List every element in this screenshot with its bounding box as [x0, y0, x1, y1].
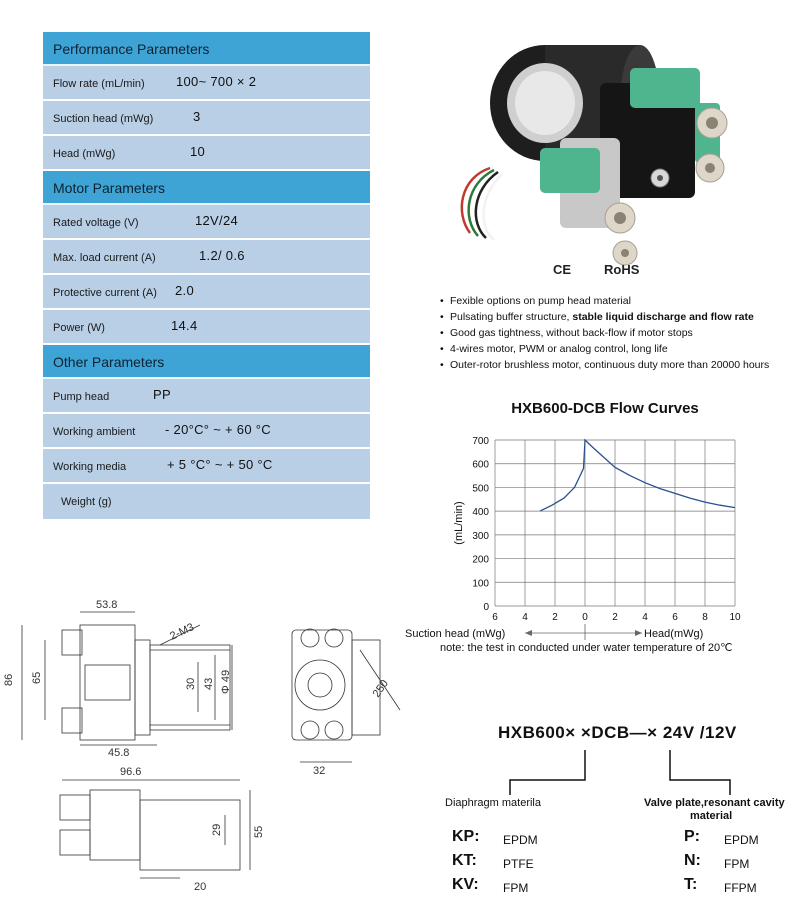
material-name: FFPM: [724, 881, 757, 895]
dim-label: 65: [31, 671, 43, 684]
row-value: - 20°C° ~ + 60 °C: [165, 422, 271, 437]
row-value: + 5 °C° ~ + 50 °C: [167, 457, 273, 472]
y-tick-label: 400: [472, 507, 489, 519]
material-code: KP:: [452, 828, 480, 845]
dim-label: 2-M3: [168, 621, 196, 643]
material-name: FPM: [724, 857, 750, 871]
dim-label: 250: [370, 677, 391, 700]
row-value: 3: [193, 109, 201, 124]
valve-heading-line2: material: [690, 810, 733, 822]
y-axis-label: (mL/min): [453, 501, 465, 545]
y-tick-label: 100: [472, 578, 489, 590]
x-axis-arrow-left: [525, 630, 532, 636]
section-performance: [43, 32, 370, 66]
row-label: Flow rate (mL/min): [53, 78, 145, 90]
x-tick-label: 2: [612, 612, 618, 623]
section-title: Motor Parameters: [53, 180, 166, 196]
material-name: FPM: [503, 881, 529, 895]
row-label: Max. load current (A): [53, 252, 156, 264]
dim-label: 55: [253, 825, 265, 838]
diaphragm-heading: Diaphragm materila: [445, 797, 541, 809]
dim-label: 86: [3, 673, 15, 686]
list-item: • Outer-rotor brushless motor, continuous duty more than 20000 hours: [440, 357, 800, 373]
x-tick-label: 6: [492, 612, 498, 623]
y-tick-label: 200: [472, 554, 489, 566]
material-code: N:: [684, 852, 701, 869]
section-motor: [43, 171, 370, 205]
x-tick-label: 8: [702, 612, 708, 623]
dim-label: 43: [203, 677, 215, 690]
table-row: [43, 379, 370, 414]
x-axis-arrow-right: [635, 630, 642, 636]
y-tick-label: 300: [472, 530, 489, 542]
x-tick-label: 10: [729, 612, 741, 623]
parameter-table: [43, 32, 370, 519]
model-code: HXB600× ×DCB—× 24V /12V: [498, 723, 737, 742]
table-row: [43, 136, 370, 171]
table-row: [43, 101, 370, 136]
section-title: Other Parameters: [53, 354, 165, 370]
row-label: Working media: [53, 461, 127, 473]
table-row: [43, 240, 370, 275]
section-title: Performance Parameters: [53, 41, 210, 57]
x-axis-label-suction: Suction head (mWg): [405, 628, 506, 640]
ce-mark: CE: [553, 262, 572, 277]
list-item: • Fexible options on pump head material: [440, 293, 800, 309]
list-item: • Pulsating buffer structure, stable liquid discharge and flow rate: [440, 309, 800, 325]
chart-note: note: the test in conducted under water temperature of 20℃: [440, 642, 733, 654]
material-name: EPDM: [503, 833, 538, 847]
dim-label: Φ 49: [220, 669, 232, 694]
feature-list: [440, 293, 800, 373]
material-code: KT:: [452, 852, 477, 869]
y-tick-label: 700: [472, 436, 489, 447]
dim-label: 20: [194, 881, 207, 893]
x-tick-label: 0: [582, 612, 588, 623]
row-label: Rated voltage (V): [53, 217, 139, 229]
row-label: Protective current (A): [53, 287, 157, 299]
dim-label: 96.6: [120, 766, 142, 778]
list-item: • 4-wires motor, PWM or analog control, long life: [440, 341, 800, 357]
row-value: 12V/24: [195, 213, 239, 228]
dim-label: 45.8: [108, 747, 130, 759]
x-tick-label: 2: [552, 612, 558, 623]
dim-label: 53.8: [96, 599, 118, 611]
dim-label: 30: [185, 677, 197, 690]
table-row: [43, 449, 370, 484]
chart-title: HXB600-DCB Flow Curves: [511, 400, 699, 417]
row-label: Head (mWg): [53, 148, 116, 160]
material-code: KV:: [452, 876, 479, 893]
y-tick-label: 600: [472, 459, 489, 471]
x-tick-label: 6: [672, 612, 678, 623]
table-row: [43, 414, 370, 449]
row-value: 1.2/ 0.6: [199, 248, 245, 263]
table-row: [43, 205, 370, 240]
row-value: 10: [190, 144, 206, 159]
y-tick-label: 500: [472, 483, 489, 495]
material-code: T:: [684, 876, 698, 893]
row-value: 100~ 700 × 2: [176, 74, 257, 89]
valve-heading: Valve plate,resonant cavity: [644, 797, 785, 809]
row-label: Working ambient: [53, 426, 136, 438]
dim-label: 29: [211, 823, 223, 836]
table-row: [43, 66, 370, 101]
row-value: 2.0: [175, 283, 194, 298]
row-label: Weight (g): [61, 496, 112, 508]
material-name: PTFE: [503, 857, 534, 871]
list-item: • Good gas tightness, without back-flow if motor stops: [440, 325, 800, 341]
row-label: Pump head: [53, 391, 110, 403]
x-tick-label: 4: [642, 612, 648, 623]
table-row: [43, 484, 370, 519]
row-label: Suction head (mWg): [53, 113, 154, 125]
pump-product-illustration: [450, 28, 740, 268]
y-tick-label: 0: [483, 602, 489, 613]
row-value: 14.4: [171, 318, 198, 333]
dim-label: 32: [313, 765, 326, 777]
row-label: Power (W): [53, 322, 105, 334]
table-row: [43, 275, 370, 310]
model-connector-lines: [430, 745, 800, 795]
x-axis-label-head: Head(mWg): [644, 628, 704, 640]
section-other: [43, 345, 370, 379]
material-code: P:: [684, 828, 700, 845]
row-value: PP: [153, 387, 171, 402]
series-line-flow: [540, 440, 735, 511]
technical-drawings: [0, 590, 420, 900]
table-row: [43, 310, 370, 345]
rohs-mark: RoHS: [604, 262, 640, 277]
material-name: EPDM: [724, 833, 759, 847]
x-tick-label: 4: [522, 612, 528, 623]
flow-curve-chart: [400, 425, 790, 640]
